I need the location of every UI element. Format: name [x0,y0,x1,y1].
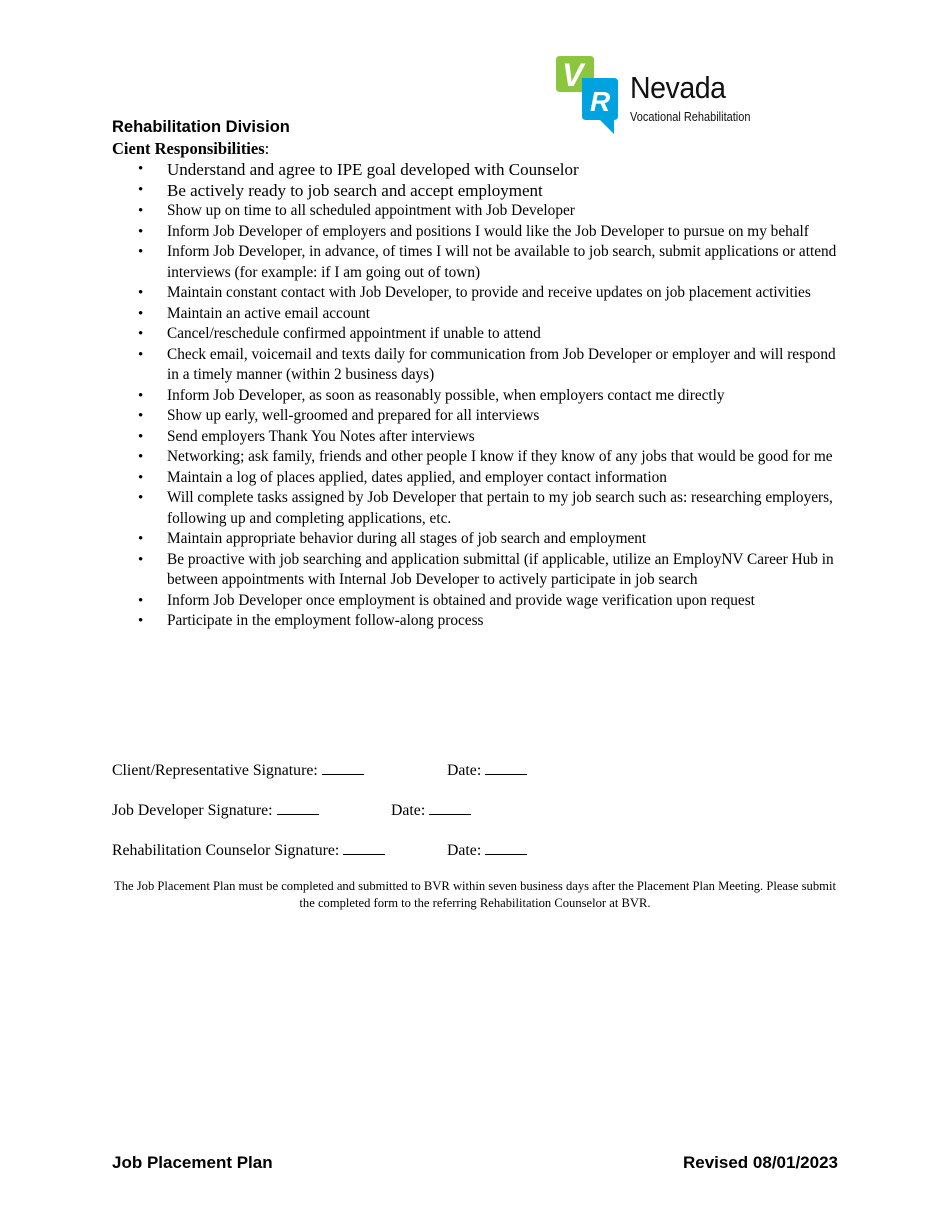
list-item: • Maintain appropriate behavior during all stages of job search and employment [112,529,838,550]
list-item: • Be proactive with job searching and application submittal (if applicable, utilize an EmployNV Career Hub in between appointments with Internal Job Developer to actively participate in job search [112,550,838,591]
list-item: • Understand and agree to IPE goal developed with Counselor [112,159,838,180]
logo-mark-r: R [590,86,611,117]
list-item: • Show up on time to all scheduled appointment with Job Developer [112,201,838,222]
client-date-field[interactable] [485,760,527,775]
logo-mark-v: V [562,57,584,93]
list-item: • Will complete tasks assigned by Job Developer that pertain to my job search such as: researching employers, following up and completing applications, etc. [112,488,838,529]
responsibilities-heading [112,139,269,159]
list-item: • Check email, voicemail and texts daily for communication from Job Developer or employer and will respond in a timely manner (within 2 business days) [112,345,838,386]
list-item: • Maintain an active email account [112,304,838,325]
footer-revised-date: Revised 08/01/2023 [682,1153,838,1172]
counselor-signature-field[interactable] [343,840,385,855]
counselor-date-label: Date: [447,842,482,859]
client-date-label: Date: [447,762,482,779]
list-item: • Inform Job Developer, as soon as reasonably possible, when employers contact me directly [112,386,838,407]
job-developer-date-row [391,800,471,820]
list-item: • Cancel/reschedule confirmed appointment if unable to attend [112,324,838,345]
job-developer-date-label: Date: [391,802,426,819]
vr-logo-mark-icon [556,54,628,136]
client-signature-row [112,760,364,780]
list-item: • Participate in the employment follow-along process [112,611,838,632]
responsibilities-heading-colon: : [264,139,270,158]
logo-subtitle: Vocational Rehabilitation [630,110,751,124]
job-developer-date-field[interactable] [429,800,471,815]
footer-title: Job Placement Plan [112,1153,273,1172]
client-signature-field[interactable] [322,760,364,775]
client-signature-label: Client/Representative Signature: [112,762,318,779]
list-item: • Inform Job Developer, in advance, of times I will not be available to job search, submit applications or attend interviews (for example: if I am going out of town) [112,242,838,283]
responsibilities-list [112,159,838,632]
list-item: • Maintain constant contact with Job Developer, to provide and receive updates on job placement activities [112,283,838,304]
vr-nevada-logo [556,54,766,136]
job-developer-signature-row [112,800,319,820]
list-item: • Inform Job Developer once employment is obtained and provide wage verification upon request [112,591,838,612]
client-date-row [447,760,527,780]
list-item: • Show up early, well-groomed and prepared for all interviews [112,406,838,427]
job-developer-signature-field[interactable] [277,800,319,815]
list-item: • Networking; ask family, friends and other people I know if they know of any jobs that would be good for me [112,447,838,468]
counselor-date-row [447,840,527,860]
job-developer-signature-label: Job Developer Signature: [112,802,273,819]
division-title: Rehabilitation Division [112,118,290,136]
list-item: • Send employers Thank You Notes after interviews [112,427,838,448]
counselor-date-field[interactable] [485,840,527,855]
logo-name: Nevada [630,70,726,105]
list-item: • Maintain a log of places applied, dates applied, and employer contact information [112,468,838,489]
counselor-signature-label: Rehabilitation Counselor Signature: [112,842,340,859]
submission-note: The Job Placement Plan must be completed and submitted to BVR within seven business days after the Placement Plan Meeting. Please submit the completed form to the referring Rehabilitation Counselor at BVR. [114,879,836,910]
counselor-signature-row [112,840,385,860]
list-item: • Be actively ready to job search and accept employment [112,180,838,201]
responsibilities-heading-text: Cient Responsibilities [112,139,265,158]
list-item: • Inform Job Developer of employers and positions I would like the Job Developer to pursue on my behalf [112,222,838,243]
